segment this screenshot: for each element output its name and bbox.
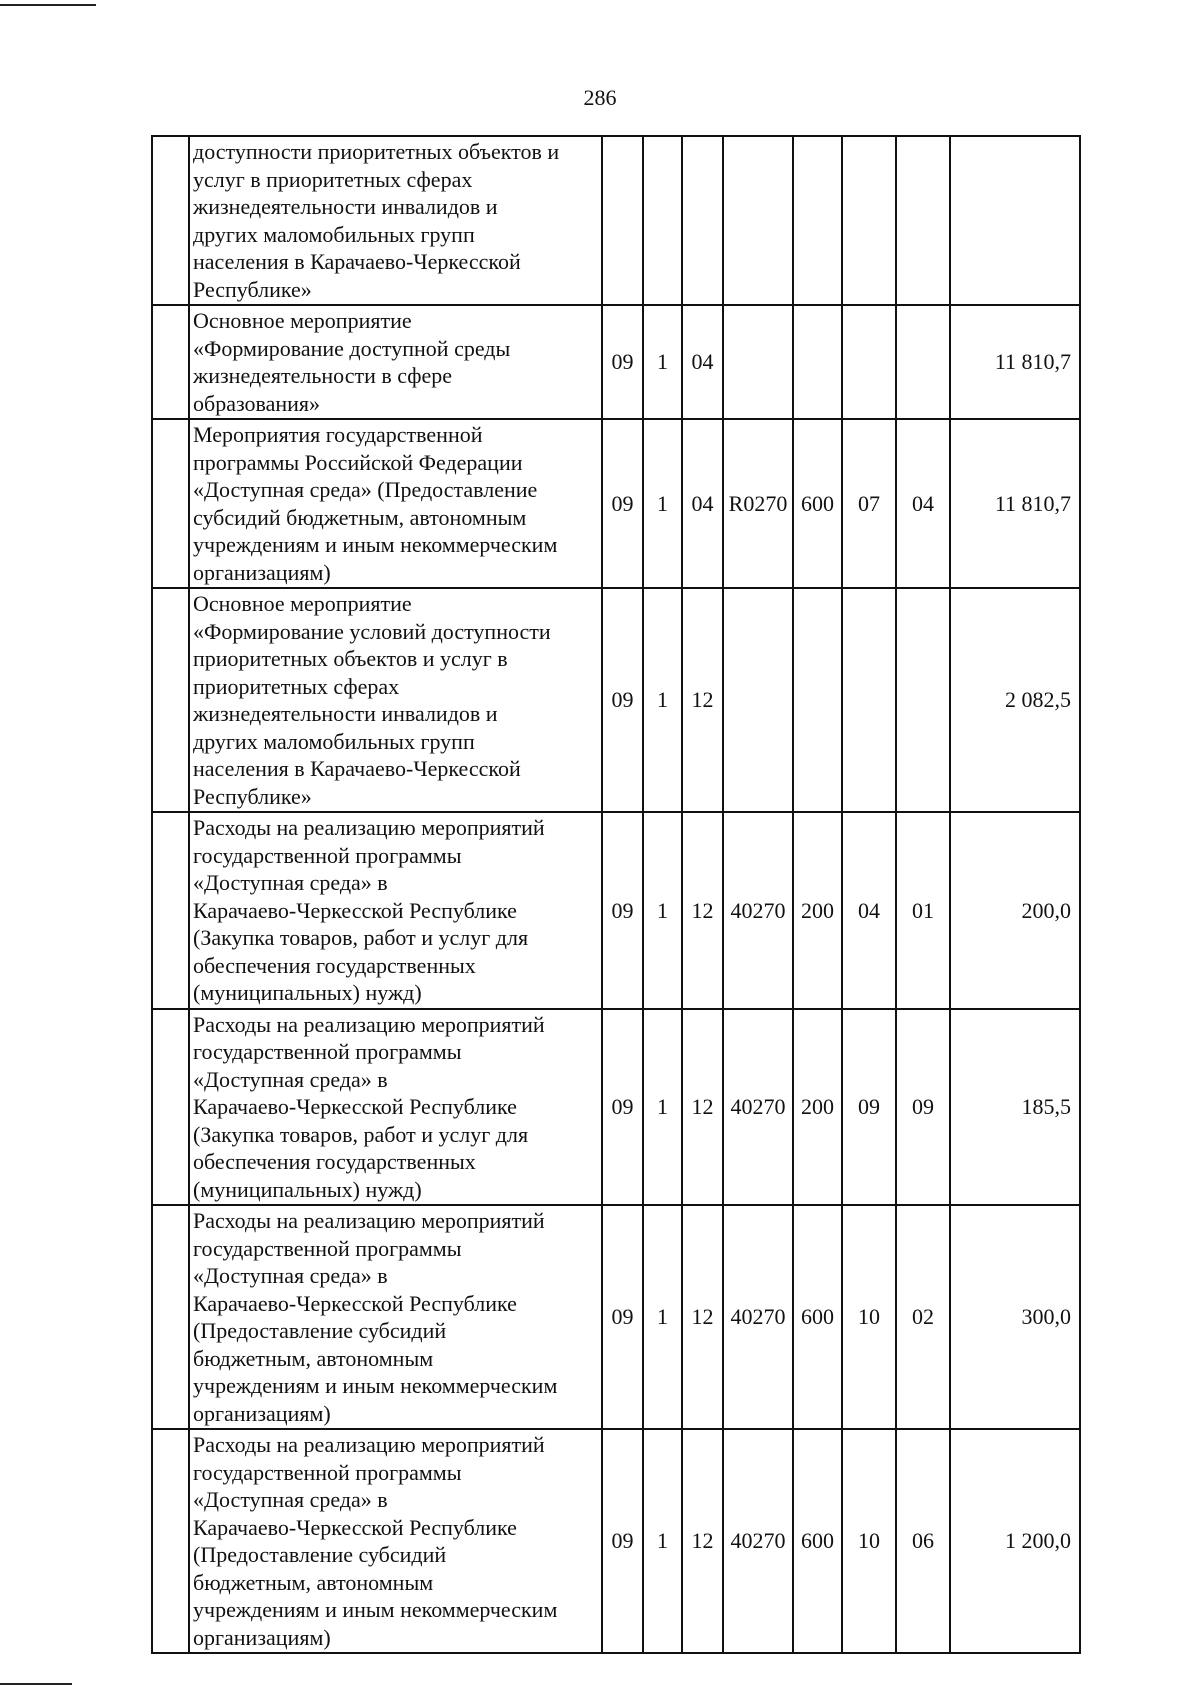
- gp-code-cell: [602, 136, 643, 305]
- item-name-line: образования»: [193, 390, 321, 416]
- item-name-line: государственной программы: [193, 1459, 462, 1485]
- item-name-line: доступности приоритетных объектов и: [193, 139, 560, 164]
- item-name-cell: [189, 136, 602, 305]
- item-name-line: «Доступная среда» (Предоставление: [193, 477, 538, 502]
- scan-artifact-bottom-left: [0, 1683, 72, 1685]
- section-cell: 07: [842, 419, 896, 588]
- item-name-line: других маломобильных групп: [193, 728, 475, 754]
- expense-type-cell: 600: [793, 419, 842, 588]
- subsection-cell: 01: [896, 812, 950, 1009]
- table-row: [152, 1429, 1080, 1653]
- subsection-cell: 06: [896, 1429, 950, 1653]
- amount-cell: 300,0: [950, 1205, 1080, 1429]
- item-name-cell: [189, 1009, 602, 1206]
- item-name-line: государственной программы: [193, 1039, 462, 1064]
- gp-code-cell: 09: [602, 1429, 643, 1653]
- row-number-cell: [152, 419, 189, 588]
- item-name-line: Мероприятия государственной: [193, 422, 483, 447]
- row-number-cell: [152, 1009, 189, 1206]
- item-name-line: обеспечения государственных: [193, 952, 476, 978]
- expense-type-cell: 200: [793, 1009, 842, 1206]
- table-row: [152, 419, 1080, 588]
- subsection-cell: [896, 305, 950, 419]
- item-name-line: учреждениям и иным некоммерческим: [193, 1597, 558, 1622]
- direction-code-cell: [723, 136, 793, 305]
- item-name-line: учреждениям и иным некоммерческим: [193, 532, 558, 557]
- subprogram-code-cell: 1: [643, 1429, 682, 1653]
- item-name-line: жизнедеятельности инвалидов и: [193, 194, 498, 219]
- amount-cell: 185,5: [950, 1009, 1080, 1206]
- item-name-line: «Формирование условий доступности: [193, 618, 551, 644]
- measure-code-cell: 12: [682, 1205, 723, 1429]
- item-name-line: «Доступная среда» в: [193, 1066, 388, 1092]
- subsection-cell: 09: [896, 1009, 950, 1206]
- row-number-cell: [152, 1429, 189, 1653]
- section-cell: 10: [842, 1205, 896, 1429]
- measure-code-cell: [682, 136, 723, 305]
- item-name-line: (Предоставление субсидий: [193, 1542, 447, 1567]
- measure-code-cell: 12: [682, 1009, 723, 1206]
- item-name-line: Республике»: [193, 783, 312, 809]
- table-row: [152, 588, 1080, 812]
- measure-code-cell: 12: [682, 588, 723, 812]
- item-name-line: программы Российской Федерации: [193, 449, 523, 475]
- subsection-cell: 04: [896, 419, 950, 588]
- item-name-line: (Предоставление субсидий: [193, 1318, 447, 1343]
- direction-code-cell: R0270: [723, 419, 793, 588]
- item-name-cell: [189, 1429, 602, 1653]
- item-name-line: Карачаево-Черкесской Республике: [193, 897, 517, 923]
- item-name-line: «Доступная среда» в: [193, 870, 388, 895]
- item-name-line: «Доступная среда» в: [193, 1487, 388, 1512]
- subsection-cell: [896, 588, 950, 812]
- item-name-line: учреждениям и иным некоммерческим: [193, 1373, 558, 1398]
- table-row: [152, 305, 1080, 419]
- table-row: [152, 1009, 1080, 1206]
- gp-code-cell: 09: [602, 588, 643, 812]
- subsection-cell: [896, 136, 950, 305]
- subprogram-code-cell: 1: [643, 1205, 682, 1429]
- item-name-line: субсидий бюджетным, автономным: [193, 504, 527, 530]
- subprogram-code-cell: 1: [643, 812, 682, 1009]
- item-name-line: приоритетных объектов и услуг в: [193, 646, 508, 671]
- subprogram-code-cell: 1: [643, 588, 682, 812]
- gp-code-cell: 09: [602, 1009, 643, 1206]
- item-name-line: Карачаево-Черкесской Республике: [193, 1514, 517, 1540]
- item-name-line: приоритетных сферах: [193, 673, 400, 699]
- direction-code-cell: 40270: [723, 1009, 793, 1206]
- expense-type-cell: 600: [793, 1205, 842, 1429]
- expense-type-cell: [793, 305, 842, 419]
- section-cell: 04: [842, 812, 896, 1009]
- direction-code-cell: 40270: [723, 812, 793, 1009]
- row-number-cell: [152, 305, 189, 419]
- expense-type-cell: [793, 136, 842, 305]
- budget-table: [151, 135, 1081, 1654]
- row-number-cell: [152, 812, 189, 1009]
- expense-type-cell: [793, 588, 842, 812]
- amount-cell: 2 082,5: [950, 588, 1080, 812]
- table-body: [152, 136, 1080, 1653]
- item-name-line: Карачаево-Черкесской Республике: [193, 1290, 517, 1316]
- item-name-line: Основное мероприятие: [193, 591, 412, 616]
- table-row: [152, 136, 1080, 305]
- measure-code-cell: 04: [682, 419, 723, 588]
- item-name-line: других маломобильных групп: [193, 221, 475, 247]
- item-name-line: организациям): [193, 1400, 331, 1426]
- direction-code-cell: [723, 588, 793, 812]
- item-name-line: жизнедеятельности инвалидов и: [193, 701, 498, 726]
- item-name-line: Республике»: [193, 276, 312, 302]
- item-name-line: (Закупка товаров, работ и услуг для: [193, 1121, 529, 1147]
- subprogram-code-cell: 1: [643, 1009, 682, 1206]
- row-number-cell: [152, 136, 189, 305]
- item-name-cell: [189, 419, 602, 588]
- item-name-cell: [189, 588, 602, 812]
- item-name-line: государственной программы: [193, 842, 462, 868]
- item-name-line: Расходы на реализацию мероприятий: [193, 1208, 545, 1233]
- measure-code-cell: 04: [682, 305, 723, 419]
- gp-code-cell: 09: [602, 812, 643, 1009]
- item-name-cell: [189, 305, 602, 419]
- subprogram-code-cell: 1: [643, 305, 682, 419]
- section-cell: 10: [842, 1429, 896, 1653]
- item-name-line: обеспечения государственных: [193, 1149, 476, 1174]
- measure-code-cell: 12: [682, 1429, 723, 1653]
- item-name-line: услуг в приоритетных сферах: [193, 166, 473, 192]
- subsection-cell: 02: [896, 1205, 950, 1429]
- item-name-cell: [189, 812, 602, 1009]
- amount-cell: 1 200,0: [950, 1429, 1080, 1653]
- item-name-line: «Доступная среда» в: [193, 1263, 388, 1288]
- amount-cell: 11 810,7: [950, 419, 1080, 588]
- item-name-line: государственной программы: [193, 1235, 462, 1261]
- item-name-line: Основное мероприятие: [193, 308, 412, 333]
- item-name-line: населения в Карачаево-Черкесской: [193, 249, 521, 274]
- expense-type-cell: 200: [793, 812, 842, 1009]
- table-row: [152, 1205, 1080, 1429]
- row-number-cell: [152, 1205, 189, 1429]
- expense-type-cell: 600: [793, 1429, 842, 1653]
- gp-code-cell: 09: [602, 305, 643, 419]
- direction-code-cell: 40270: [723, 1429, 793, 1653]
- item-name-line: бюджетным, автономным: [193, 1345, 434, 1371]
- measure-code-cell: 12: [682, 812, 723, 1009]
- gp-code-cell: 09: [602, 419, 643, 588]
- table-row: [152, 812, 1080, 1009]
- item-name-line: (муниципальных) нужд): [193, 1176, 422, 1202]
- item-name-cell: [189, 1205, 602, 1429]
- item-name-line: Карачаево-Черкесской Республике: [193, 1094, 517, 1119]
- page-number: 286: [583, 85, 617, 110]
- subprogram-code-cell: [643, 136, 682, 305]
- direction-code-cell: [723, 305, 793, 419]
- item-name-line: Расходы на реализацию мероприятий: [193, 815, 545, 840]
- item-name-line: (Закупка товаров, работ и услуг для: [193, 925, 529, 950]
- row-number-cell: [152, 588, 189, 812]
- item-name-line: населения в Карачаево-Черкесской: [193, 756, 521, 781]
- gp-code-cell: 09: [602, 1205, 643, 1429]
- amount-cell: 11 810,7: [950, 305, 1080, 419]
- section-cell: [842, 136, 896, 305]
- section-cell: 09: [842, 1009, 896, 1206]
- amount-cell: 200,0: [950, 812, 1080, 1009]
- subprogram-code-cell: 1: [643, 419, 682, 588]
- section-cell: [842, 305, 896, 419]
- section-cell: [842, 588, 896, 812]
- item-name-line: организациям): [193, 559, 331, 585]
- item-name-line: «Формирование доступной среды: [193, 335, 511, 361]
- item-name-line: Расходы на реализацию мероприятий: [193, 1432, 545, 1457]
- item-name-line: жизнедеятельности в сфере: [193, 363, 453, 388]
- amount-cell: [950, 136, 1080, 305]
- item-name-line: (муниципальных) нужд): [193, 980, 422, 1005]
- item-name-line: организациям): [193, 1624, 331, 1650]
- item-name-line: Расходы на реализацию мероприятий: [193, 1011, 545, 1037]
- direction-code-cell: 40270: [723, 1205, 793, 1429]
- scan-artifact-top-left: [0, 4, 96, 6]
- item-name-line: бюджетным, автономным: [193, 1569, 434, 1595]
